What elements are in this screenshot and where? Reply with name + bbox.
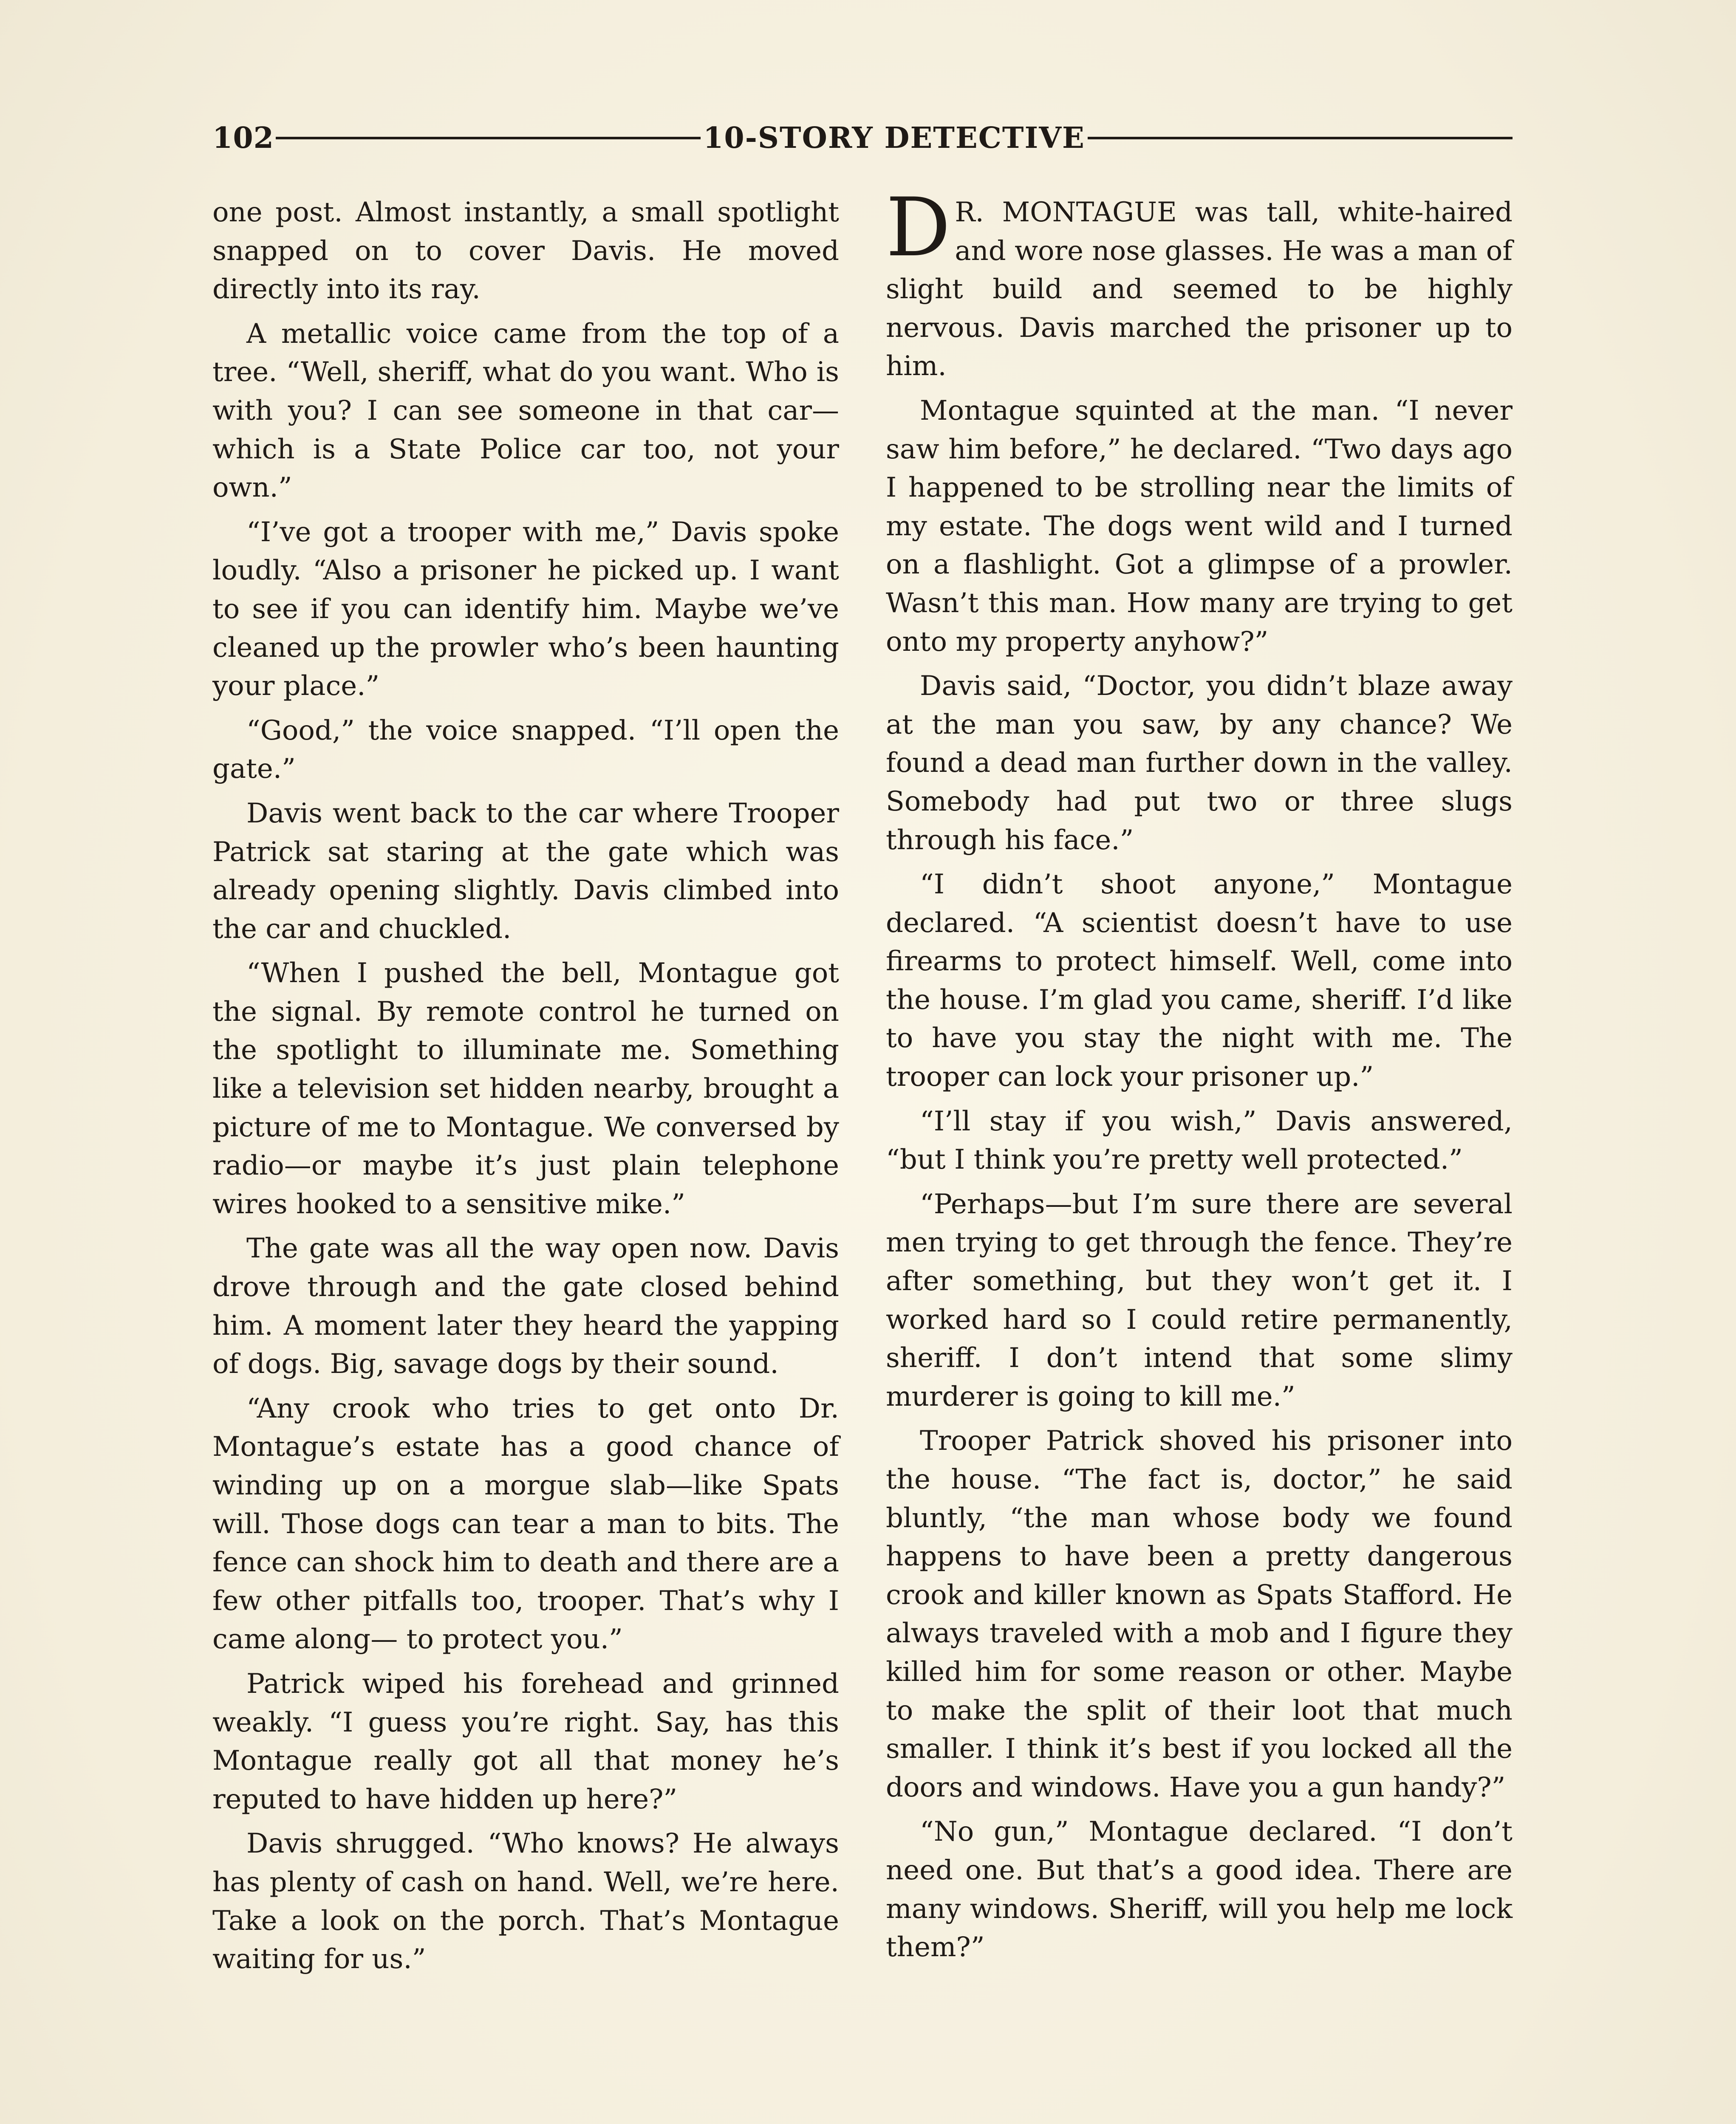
paragraph: “Good,” the voice snapped. “I’ll open the gate.” xyxy=(212,715,839,785)
paragraph: “I’ll stay if you wish,” Davis answered, “but I think you’re pretty well protected.” xyxy=(886,1105,1513,1176)
paragraph: “I didn’t shoot anyone,” Montague declared. “A scientist doesn’t have to use firearms to protect himself. Well, come into the house. I’m glad you came, sheriff. I’d like to have you stay the night with me. The trooper can lock your prisoner up.” xyxy=(886,869,1513,1093)
paragraph: Trooper Patrick shoved his prisoner into the house. “The fact is, doctor,” he said bluntly, “the man whose body we found happens to have been a pretty dangerous crook and killer known as Spats Stafford. He always traveled with a mob and I figure they killed him for some reason or other. Maybe to make the split of their loot that much smaller. I think it’s best if you locked all the doors and windows. Have you a gun handy?” xyxy=(886,1425,1513,1803)
page-header xyxy=(212,115,1513,161)
running-title: 10-STORY DETECTIVE xyxy=(703,121,1085,155)
paragraph: “When I pushed the bell, Montague got the signal. By remote control he turned on the spotlight to illuminate me. Something like a television set hidden nearby, brought a picture of me to Montague. We conversed by radio—or maybe it’s just plain telephone wires hooked to a sensitive mike.” xyxy=(212,957,839,1220)
page-number: 102 xyxy=(212,121,274,155)
header-rule-right xyxy=(1088,137,1513,139)
paragraph: A metallic voice came from the top of a tree. “Well, sheriff, what do you want. Who is with you? I can see someone in that car—which is a State Police car too, not your own.” xyxy=(212,318,839,504)
opening-paragraph xyxy=(886,181,1513,386)
paragraph: Patrick wiped his forehead and grinned weakly. “I guess you’re right. Say, has this Montague really got all that money he’s reputed to have hidden up here?” xyxy=(212,1668,839,1815)
opening-text: R. MONTAGUE was tall, white-haired and wore nose glasses. He was a man of slight build and seemed to be highly nervous. Davis marched the prisoner up to him. xyxy=(886,197,1513,382)
drop-cap: D xyxy=(886,181,951,274)
right-column xyxy=(886,181,1513,1973)
paragraph: “I’ve got a trooper with me,” Davis spoke loudly. “Also a prisoner he picked up. I want to see if you can identify him. Maybe we’ve cleaned up the prowler who’s been haunting your place.” xyxy=(212,516,839,702)
left-column xyxy=(212,193,839,1985)
paragraph: “Perhaps—but I’m sure there are several men trying to get through the fence. They’re after something, but they won’t get it. I worked hard so I could retire permanently, sheriff. I don’t intend that some slimy murderer is going to kill me.” xyxy=(886,1188,1513,1412)
paragraph: Davis said, “Doctor, you didn’t blaze away at the man you saw, by any chance? We found a dead man further down in the valley. Somebody had put two or three slugs through his face.” xyxy=(886,670,1513,856)
paragraph: Davis shrugged. “Who knows? He always has plenty of cash on hand. Well, we’re here. Take a look on the porch. That’s Montague waiting for us.” xyxy=(212,1828,839,1975)
paragraph: The gate was all the way open now. Davis drove through and the gate closed behind him. A moment later they heard the yapping of dogs. Big, savage dogs by their sound. xyxy=(212,1233,839,1380)
paragraph: Montague squinted at the man. “I never saw him before,” he declared. “Two days ago I happened to be strolling near the limits of my estate. The dogs went wild and I turned on a flashlight. Got a glimpse of a prowler. Wasn’t this man. How many are trying to get onto my property anyhow?” xyxy=(886,395,1513,658)
paragraph: “No gun,” Montague declared. “I don’t need one. But that’s a good idea. There are many windows. Sheriff, will you help me lock them?” xyxy=(886,1816,1513,1963)
paragraph: “Any crook who tries to get onto Dr. Montague’s estate has a good chance of winding up on a morgue slab—like Spats will. Those dogs can tear a man to bits. The fence can shock him to death and there are a few other pitfalls too, trooper. That’s why I came along— to protect you.” xyxy=(212,1392,839,1655)
paragraph: one post. Almost instantly, a small spotlight snapped on to cover Davis. He moved directly into its ray. xyxy=(212,197,839,305)
header-rule-left xyxy=(276,137,701,139)
paragraph: Davis went back to the car where Trooper Patrick sat staring at the gate which was already opening slightly. Davis climbed into the car and chuckled. xyxy=(212,797,839,945)
